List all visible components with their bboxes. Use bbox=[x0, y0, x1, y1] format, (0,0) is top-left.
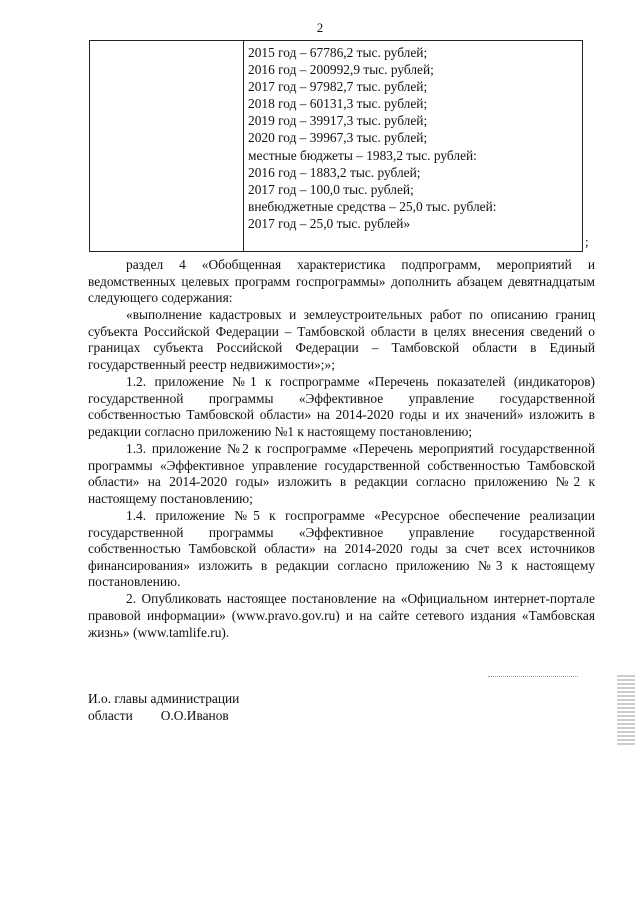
signature-name-row bbox=[88, 707, 239, 724]
body-text bbox=[88, 257, 595, 641]
scan-artifact-line bbox=[488, 676, 578, 677]
funding-line: 2017 год – 100,0 тыс. рублей; bbox=[248, 181, 414, 197]
paragraph-1-3: 1.3. приложение №2 к госпрограмме «Перечень мероприятий государственной программы «Эффективное управление государственной собственностью Тамбовской области» на 2014-2020 годы» изложить в редакции согласно приложению №2 к настоящему постановлению; bbox=[88, 441, 595, 506]
paragraph-1-2: 1.2. приложение №1 к госпрограмме «Перечень показателей (индикаторов) государственной программы «Эффективное управление государственной собственностью Тамбовской области» на 2014-2020 годы и их значений» изложить в редакции согласно приложению №1 к настоящему постановлению; bbox=[88, 374, 595, 439]
funding-line: 2018 год – 60131,3 тыс. рублей; bbox=[248, 96, 428, 112]
funding-line: 2019 год – 39917,3 тыс. рублей; bbox=[248, 113, 428, 129]
funding-line: 2017 год – 97982,7 тыс. рублей; bbox=[248, 79, 428, 95]
funding-line: 2020 год – 39967,3 тыс. рублей; bbox=[248, 130, 428, 146]
table-right-cell bbox=[244, 41, 582, 251]
funding-line: 2017 год – 25,0 тыс. рублей» bbox=[248, 215, 411, 231]
signature-title-region: области bbox=[88, 708, 133, 723]
signature-title: И.о. главы администрации bbox=[88, 691, 240, 706]
paragraph-cadastral-works: «выполнение кадастровых и землеустроительных работ по описанию границ субъекта Российской Федерации – Тамбовской области в целях внесения сведений о границах субъекта Российской Федерации – Тамбовской области в Единый государственный реестр недвижимости»;»; bbox=[88, 307, 595, 373]
funding-table bbox=[89, 40, 583, 252]
margin-stamp-mark bbox=[617, 675, 635, 747]
funding-line: 2016 год – 1883,2 тыс. рублей; bbox=[248, 164, 421, 180]
signature-block bbox=[88, 690, 239, 724]
funding-line: 2016 год – 200992,9 тыс. рублей; bbox=[248, 62, 434, 78]
paragraph-section4: раздел 4 «Обобщенная характеристика подпрограмм, мероприятий и ведомственных целевых программ госпрограммы» дополнить абзацем девятнадцатым следующего содержания: bbox=[88, 257, 595, 306]
page-number: 2 bbox=[316, 20, 324, 35]
paragraph-1-4: 1.4. приложение №5 к госпрограмме «Ресурсное обеспечение реализации государственной программы «Эффективное управление государственной собственностью Тамбовской области» на 2014-2020 годы за счет всех источников финансирования» изложить в редакции согласно приложению №3 к настоящему постановлению. bbox=[88, 507, 595, 590]
table-end-semicolon: ; bbox=[585, 234, 589, 249]
funding-line: 2015 год – 67786,2 тыс. рублей; bbox=[248, 45, 428, 60]
funding-line: внебюджетные средства – 25,0 тыс. рублей: bbox=[248, 198, 497, 214]
signature-name: О.О.Иванов bbox=[160, 708, 229, 723]
funding-line: местные бюджеты – 1983,2 тыс. рублей: bbox=[248, 147, 477, 163]
table-left-cell bbox=[90, 41, 244, 251]
paragraph-2-publish: 2. Опубликовать настоящее постановление на «Официальном интернет-портале правовой информации» (www.pravo.gov.ru) и на сайте сетевого издания «Тамбовская жизнь» (www.tamlife.ru). bbox=[88, 591, 595, 640]
